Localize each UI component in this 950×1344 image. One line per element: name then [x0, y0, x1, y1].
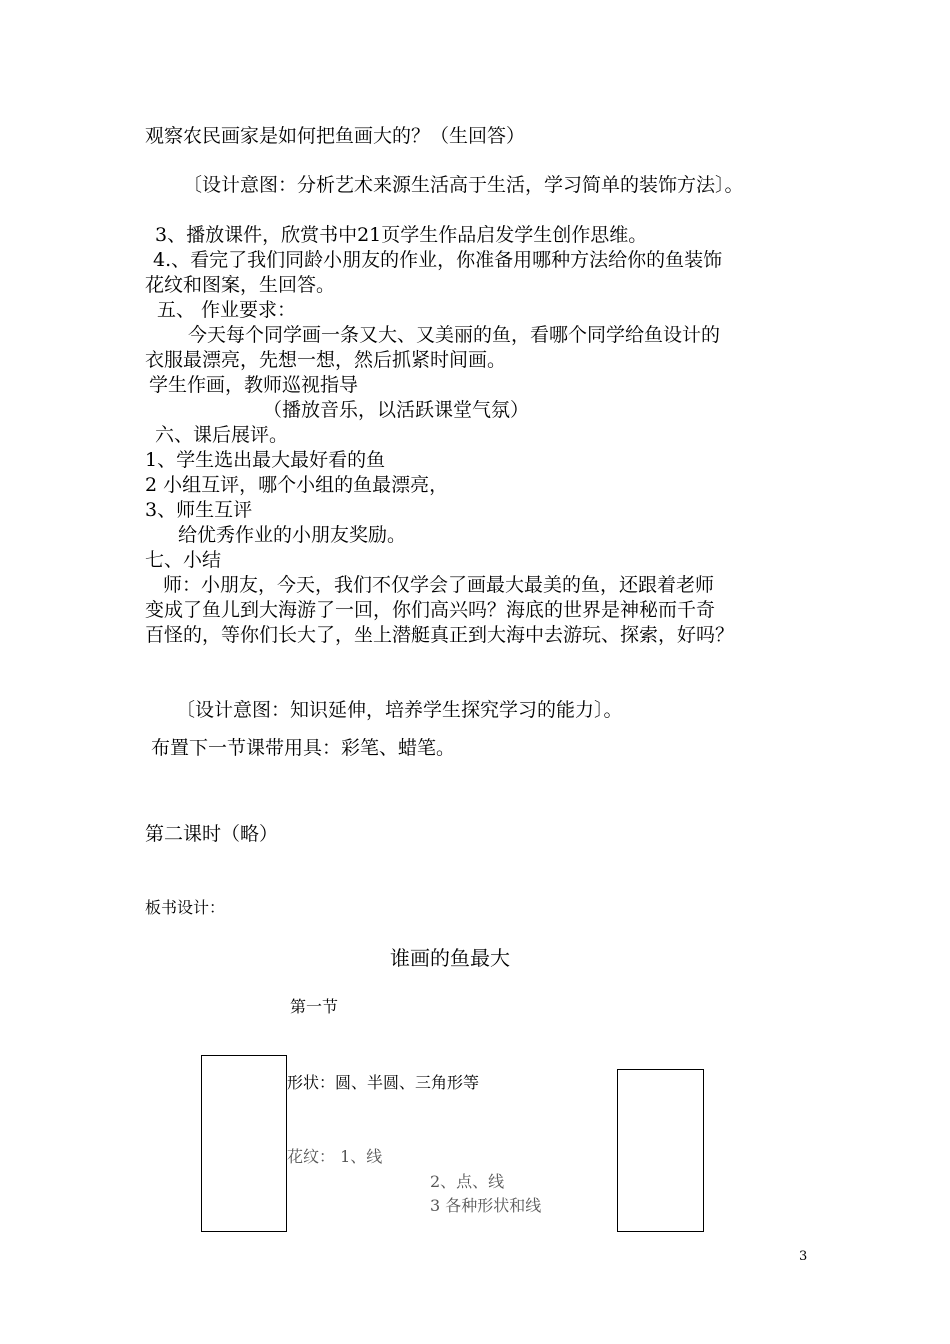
text-line: 3、播放课件，欣赏书中21页学生作品启发学生创作思维。: [155, 224, 648, 246]
text-line: 学生作画，教师巡视指导: [149, 374, 359, 396]
text-line: 今天每个同学画一条又大、又美丽的鱼，看哪个同学给鱼设计的: [188, 324, 721, 346]
text-line: （播放音乐，以活跃课堂气氛）: [263, 399, 530, 421]
board-pattern-item: 3 各种形状和线: [430, 1196, 542, 1215]
section-heading: 七、小结: [145, 549, 222, 571]
board-title: 谁画的鱼最大: [390, 946, 510, 970]
text-line: 4.、看完了我们同龄小朋友的作业，你准备用哪种方法给你的鱼装饰: [153, 249, 723, 271]
text-line: 变成了鱼儿到大海游了一回，你们高兴吗？海底的世界是神秘而千奇: [145, 599, 716, 621]
text-line: 3、师生互评: [145, 499, 253, 521]
text-line: 布置下一节课带用具：彩笔、蜡笔。: [151, 737, 456, 759]
text-line: 1、学生选出最大最好看的鱼: [145, 449, 386, 471]
text-line: 百怪的，等你们长大了，坐上潜艇真正到大海中去游玩、探索，好吗？: [145, 624, 735, 646]
text-line: 花纹和图案，生回答。: [145, 274, 336, 296]
text-line: 观察农民画家是如何把鱼画大的？（生回答）: [145, 125, 526, 147]
design-intent-line: 〔设计意图：分析艺术来源生活高于生活，学习简单的装饰方法〕。: [183, 174, 744, 196]
text-line: 衣服最漂亮，先想一想，然后抓紧时间画。: [145, 349, 507, 371]
board-shape-line: 形状：圆、半圆、三角形等: [287, 1073, 480, 1092]
fish-frame-right: [617, 1069, 704, 1232]
board-pattern-item: 2、点、线: [430, 1172, 505, 1191]
board-pattern-line: 花纹： 1、线: [287, 1147, 383, 1166]
text-line: 给优秀作业的小朋友奖励。: [178, 524, 407, 546]
lesson-heading: 第二课时（略）: [145, 823, 279, 845]
page-number: 3: [799, 1249, 808, 1264]
fish-frame-left: [201, 1055, 287, 1232]
text-line: 2 小组互评，哪个小组的鱼最漂亮，: [145, 474, 449, 496]
design-intent-line: 〔设计意图：知识延伸，培养学生探究学习的能力〕。: [176, 699, 623, 721]
section-heading: 六、课后展评。: [155, 424, 289, 446]
section-heading: 五、 作业要求：: [157, 299, 297, 321]
board-label: 板书设计：: [145, 898, 226, 917]
board-section: 第一节: [290, 997, 339, 1016]
text-line: 师：小朋友，今天，我们不仅学会了画最大最美的鱼，还跟着老师: [163, 574, 715, 596]
